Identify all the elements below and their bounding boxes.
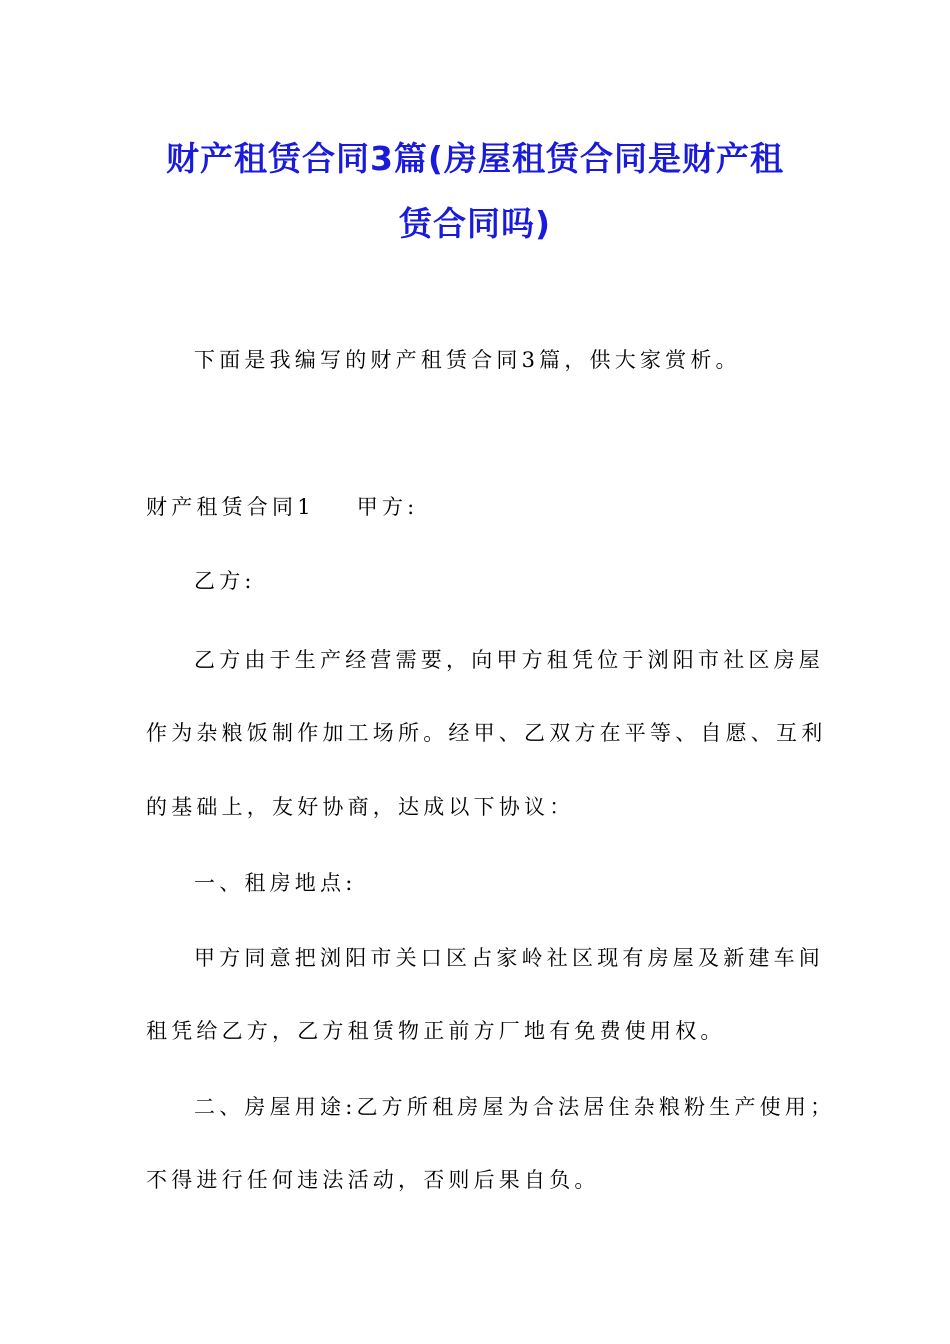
document-title-line-1: 财产租赁合同3篇(房屋租赁合同是财产租 bbox=[165, 139, 785, 178]
clause-heading: 一、租房地点: bbox=[194, 871, 357, 895]
paragraph-line: 甲方同意把浏阳市关口区占家岭社区现有房屋及新建车间 bbox=[194, 946, 824, 970]
paragraph-line: 租凭给乙方，乙方租赁物正前方厂地有免费使用权。 bbox=[146, 1019, 726, 1043]
paragraph-line: 不得进行任何违法活动，否则后果自负。 bbox=[146, 1168, 600, 1192]
paragraph-line: 的基础上，友好协商，达成以下协议： bbox=[146, 795, 575, 819]
section-heading-row bbox=[146, 492, 418, 522]
paragraph-line: 作为杂粮饭制作加工场所。经甲、乙双方在平等、自愿、互利 bbox=[146, 721, 827, 745]
party-a-label: 甲方: bbox=[356, 495, 419, 519]
party-b-label: 乙方: bbox=[194, 569, 256, 593]
clause-paragraph-line: 二、房屋用途:乙方所租房屋为合法居住杂粮粉生产使用； bbox=[194, 1095, 836, 1119]
document-title-line-2: 赁合同吗) bbox=[398, 204, 552, 243]
paragraph-line: 乙方由于生产经营需要，向甲方租凭位于浏阳市社区房屋 bbox=[194, 648, 824, 672]
section-heading: 财产租赁合同1 bbox=[146, 495, 315, 519]
intro-paragraph: 下面是我编写的财产租赁合同3篇，供大家赏析。 bbox=[194, 348, 741, 372]
